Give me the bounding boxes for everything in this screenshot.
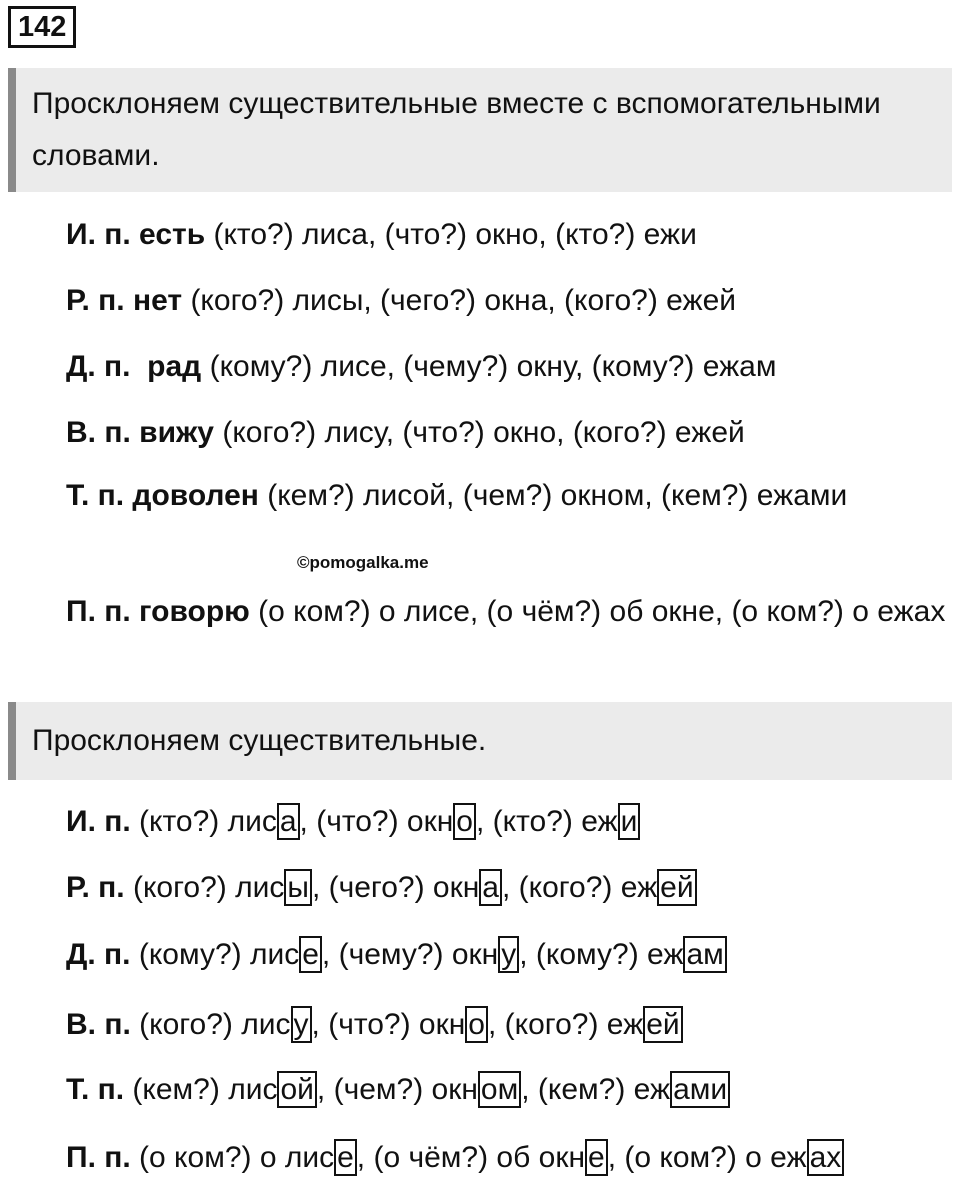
ending-box: е	[334, 1139, 357, 1176]
case-label: Р. п.	[66, 871, 125, 904]
helper-word: вижу	[139, 416, 214, 449]
helper-word: нет	[132, 284, 183, 317]
stem-text: , (кто?) еж	[475, 805, 618, 838]
ending-box: ей	[657, 869, 696, 906]
ending-box: ами	[670, 1071, 730, 1108]
helper-word: рад	[147, 350, 202, 383]
case-label: И. п.	[66, 805, 131, 838]
section1-banner: Просклоняем существительные вместе с вспомогательными словами.	[8, 68, 952, 192]
ending-box: е	[585, 1139, 608, 1176]
stem-text: (кого?) лис	[139, 1008, 291, 1041]
forms-text: (кем?) лисой, (чем?) окном, (кем?) ежами	[267, 479, 848, 512]
stem-text: , (кому?) еж	[519, 938, 684, 971]
ending-box: у	[291, 1006, 312, 1043]
case-label: Т. п.	[66, 479, 125, 512]
ending-box: о	[453, 803, 476, 840]
ending-box: а	[479, 869, 502, 906]
stem-text: , (чего?) окн	[311, 871, 480, 904]
case-label: П. п.	[66, 595, 131, 628]
forms-text: (кто?) лиса, (что?) окно, (кто?) ежи	[213, 218, 697, 251]
ending-box: ах	[807, 1139, 845, 1176]
ending-row	[8, 995, 948, 1055]
case-label: П. п.	[66, 1141, 131, 1174]
ending-box: ей	[643, 1006, 682, 1043]
ending-row	[8, 1128, 948, 1188]
declension-row	[8, 470, 948, 522]
ending-box: ы	[284, 869, 312, 906]
stem-text: , (о ком?) о еж	[607, 1141, 807, 1174]
stem-text: , (что?) окн	[311, 1008, 466, 1041]
ending-box: у	[498, 936, 519, 973]
case-label: В. п.	[66, 416, 131, 449]
stem-text: , (чему?) окн	[321, 938, 499, 971]
declension-row	[8, 337, 948, 397]
stem-text: (кто?) лис	[139, 805, 277, 838]
ending-box: а	[277, 803, 300, 840]
exercise-number: 142	[8, 6, 76, 48]
stem-text: , (о чём?) об окн	[356, 1141, 586, 1174]
forms-text: (о ком?) о лисе, (о чём?) об окне, (о ком?) о ежах	[258, 595, 946, 628]
case-label: Т. п.	[66, 1073, 125, 1106]
stem-text: (кем?) лис	[132, 1073, 278, 1106]
forms-text: (кого?) лису, (что?) окно, (кого?) ежей	[222, 416, 745, 449]
stem-text: , (что?) окн	[299, 805, 454, 838]
case-label: Д. п.	[66, 938, 131, 971]
ending-row	[8, 1060, 948, 1120]
stem-text: , (кого?) еж	[501, 871, 658, 904]
helper-word: говорю	[139, 595, 250, 628]
case-label: Д. п.	[66, 350, 131, 383]
stem-text: (о ком?) о лис	[139, 1141, 335, 1174]
ending-row	[8, 792, 948, 852]
ending-box: е	[299, 936, 322, 973]
declension-row	[8, 271, 948, 331]
watermark: ©pomogalka.me	[297, 553, 429, 572]
helper-word: есть	[139, 218, 206, 251]
case-label: И. п.	[66, 218, 131, 251]
ending-row	[8, 858, 948, 918]
stem-text: , (чем?) окн	[316, 1073, 478, 1106]
section2-banner: Просклоняем существительные.	[8, 702, 952, 780]
ending-box: ам	[683, 936, 726, 973]
declension-row	[8, 586, 948, 638]
ending-row	[8, 925, 948, 985]
stem-text: (кому?) лис	[138, 938, 300, 971]
ending-box: ой	[277, 1071, 316, 1108]
declension-row	[8, 403, 948, 463]
stem-text: , (кого?) еж	[487, 1008, 644, 1041]
helper-word: доволен	[132, 479, 259, 512]
forms-text: (кому?) лисе, (чему?) окну, (кому?) ежам	[209, 350, 777, 383]
ending-box: о	[465, 1006, 488, 1043]
forms-text: (кого?) лисы, (чего?) окна, (кого?) ежей	[190, 284, 737, 317]
stem-text: , (кем?) еж	[521, 1073, 671, 1106]
ending-box: ом	[478, 1071, 521, 1108]
ending-box: и	[618, 803, 641, 840]
case-label: Р. п.	[66, 284, 125, 317]
stem-text: (кого?) лис	[132, 871, 285, 904]
case-label: В. п.	[66, 1008, 131, 1041]
declension-row	[8, 205, 948, 265]
